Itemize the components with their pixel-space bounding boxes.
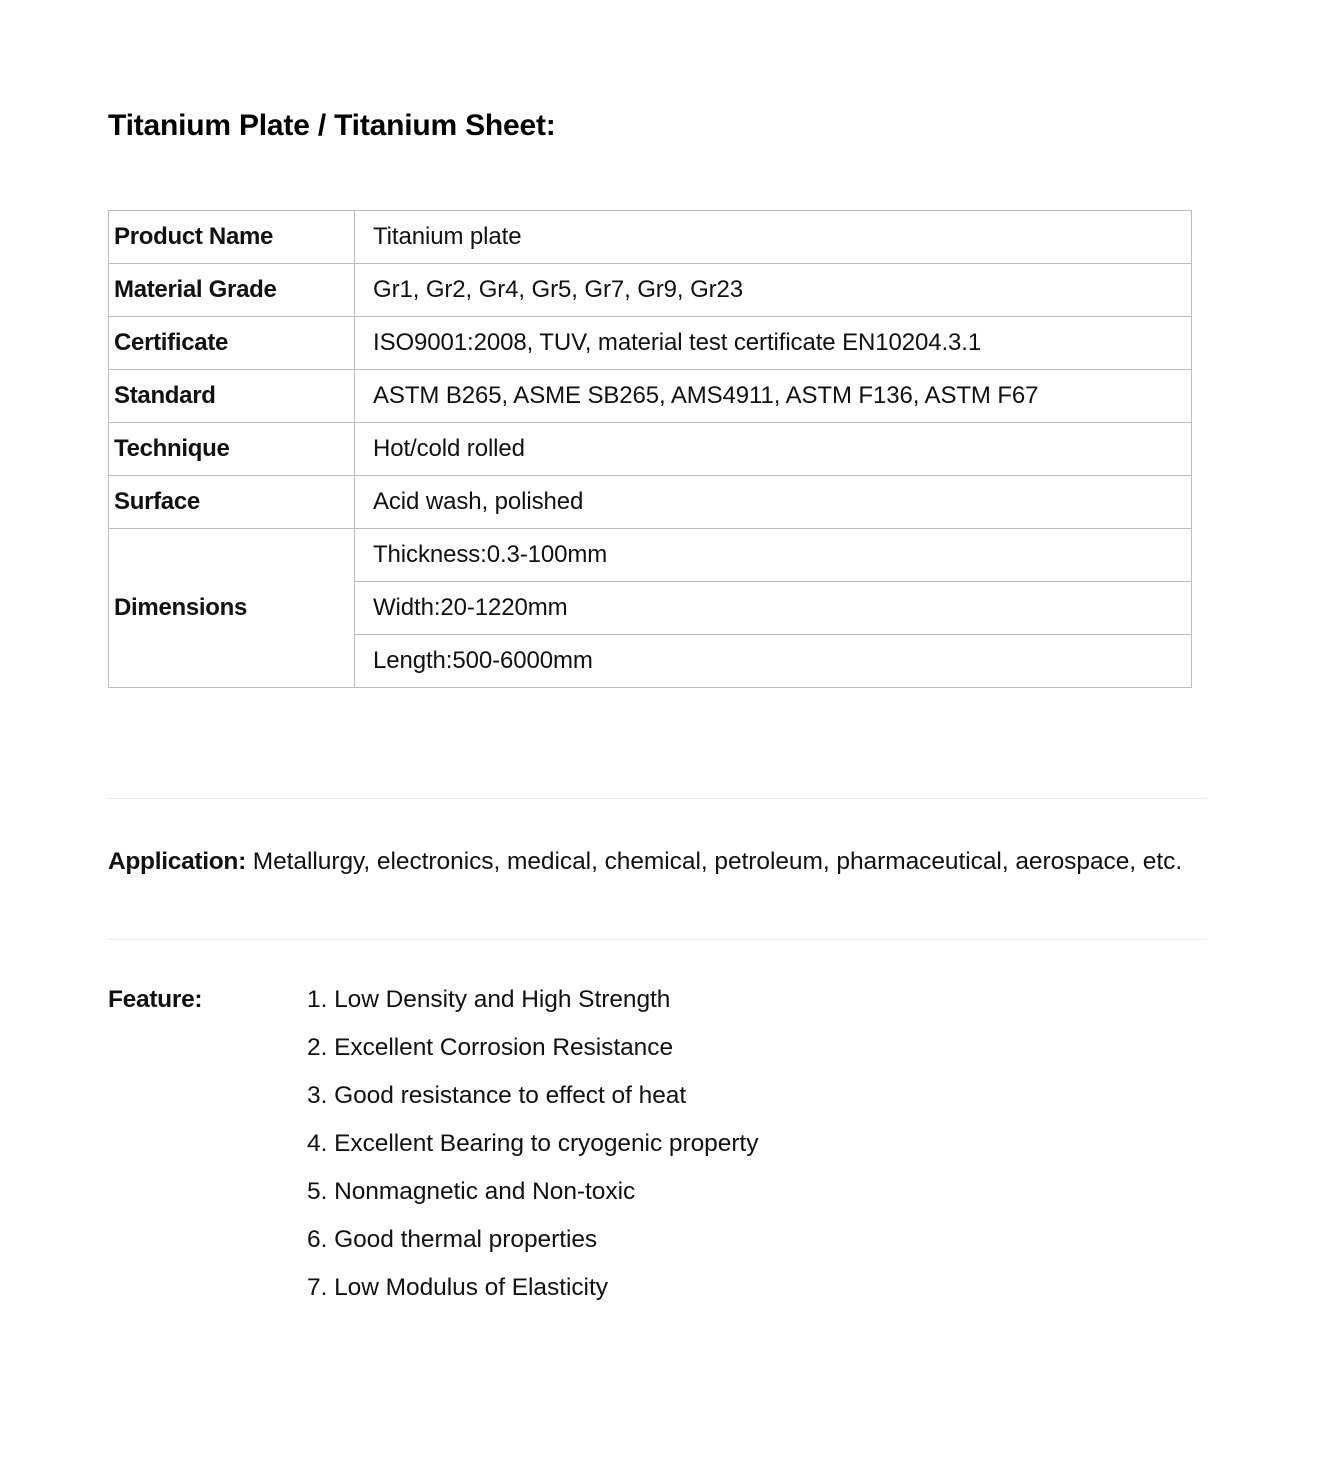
spec-value-certificate: ISO9001:2008, TUV, material test certificate EN10204.3.1 bbox=[355, 317, 1192, 370]
table-row bbox=[109, 370, 1192, 423]
spec-label-surface: Surface bbox=[109, 476, 355, 529]
list-item: 2. Excellent Corrosion Resistance bbox=[307, 1033, 674, 1061]
table-row bbox=[109, 211, 1192, 264]
divider-above-application bbox=[108, 798, 1206, 799]
application-paragraph bbox=[108, 838, 1206, 886]
spec-value-product-name: Titanium plate bbox=[355, 211, 1192, 264]
specification-table bbox=[108, 210, 1192, 688]
table-row bbox=[109, 476, 1192, 529]
spec-value-standard: ASTM B265, ASME SB265, AMS4911, ASTM F136, ASTM F67 bbox=[355, 370, 1192, 423]
spec-label-standard: Standard bbox=[109, 370, 355, 423]
spec-label-product-name: Product Name bbox=[109, 211, 355, 264]
feature-label: Feature: bbox=[108, 985, 203, 1013]
list-item: 7. Low Modulus of Elasticity bbox=[307, 1273, 608, 1301]
list-item: 6. Good thermal properties bbox=[307, 1225, 598, 1253]
spec-label-certificate: Certificate bbox=[109, 317, 355, 370]
list-item: 1. Low Density and High Strength bbox=[307, 985, 671, 1013]
list-item: 4. Excellent Bearing to cryogenic property bbox=[307, 1129, 759, 1157]
application-text: Metallurgy, electronics, medical, chemical, petroleum, pharmaceutical, aerospace, etc. bbox=[252, 848, 1183, 875]
spec-label-material-grade: Material Grade bbox=[109, 264, 355, 317]
spec-value-material-grade: Gr1, Gr2, Gr4, Gr5, Gr7, Gr9, Gr23 bbox=[355, 264, 1192, 317]
table-row bbox=[109, 264, 1192, 317]
spec-value-surface: Acid wash, polished bbox=[355, 476, 1192, 529]
application-label: Application: bbox=[108, 848, 246, 875]
spec-label-technique: Technique bbox=[109, 423, 355, 476]
table-row bbox=[109, 529, 1192, 582]
spec-value-dimensions-thickness: Thickness:0.3-100mm bbox=[355, 529, 1192, 582]
spec-table-body bbox=[109, 211, 1192, 688]
spec-value-technique: Hot/cold rolled bbox=[355, 423, 1192, 476]
table-row bbox=[109, 423, 1192, 476]
feature-list bbox=[307, 976, 1232, 1312]
list-item: 5. Nonmagnetic and Non-toxic bbox=[307, 1177, 636, 1205]
spec-value-dimensions-width: Width:20-1220mm bbox=[355, 582, 1192, 635]
table-row bbox=[109, 317, 1192, 370]
spec-table-container bbox=[108, 210, 1232, 688]
spec-label-dimensions: Dimensions bbox=[109, 529, 355, 688]
page-title: Titanium Plate / Titanium Sheet: bbox=[108, 109, 556, 142]
divider-above-feature bbox=[108, 939, 1206, 940]
list-item: 3. Good resistance to effect of heat bbox=[307, 1081, 687, 1109]
feature-section bbox=[108, 976, 1232, 1312]
spec-value-dimensions-length: Length:500-6000mm bbox=[355, 635, 1192, 688]
